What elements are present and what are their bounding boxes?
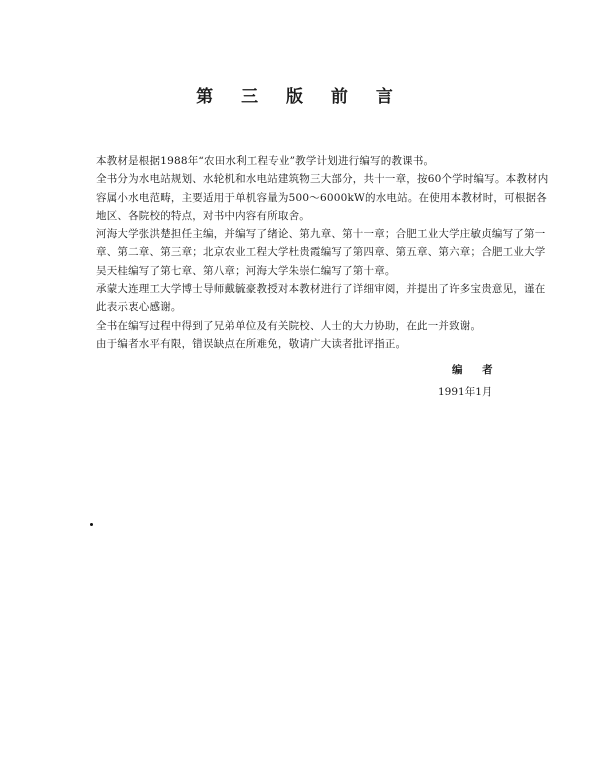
paragraph-2: 全书分为水电站规划、水轮机和水电站建筑物三大部分，共十一章，按60个学时编写。本教材内容属小水电范畴，主要适用于单机容量为500～6000kW的水电站。在使用本教材时，可根据各地区、各院校的特点，对书中内容有所取舍。 [96, 173, 549, 222]
paragraph-1: 本教材是根据1988年“农田水利工程专业”教学计划进行编写的教课书。 [96, 155, 435, 167]
page-title: 第 三 版 前 言 [196, 87, 404, 107]
author-signature: 编 者 [452, 364, 501, 376]
stray-mark [90, 523, 93, 526]
date-line: 1991年1月 [438, 386, 493, 398]
paragraph-4: 承蒙大连理工大学博士导师戴毓豪教授对本教材进行了详细审阅，并提出了许多宝贵意见，谨在此表示衷心感谢。 [96, 283, 546, 314]
paragraph-6: 由于编者水平有限，错误缺点在所难免，敬请广大读者批评指正。 [96, 337, 407, 350]
paragraph-5: 全书在编写过程中得到了兄弟单位及有关院校、人士的大力协助，在此一并致谢。 [96, 319, 482, 332]
preface-body [96, 152, 552, 353]
paragraph-3: 河海大学张洪楚担任主编，并编写了绪论、第九章、第十一章；合肥工业大学庄敏贞编写了第一章、第二章、第三章；北京农业工程大学杜贵霞编写了第四章、第五章、第六章；合肥工业大学吴天桂编写了第七章、第八章；河海大学朱崇仁编写了第十章。 [96, 228, 546, 277]
